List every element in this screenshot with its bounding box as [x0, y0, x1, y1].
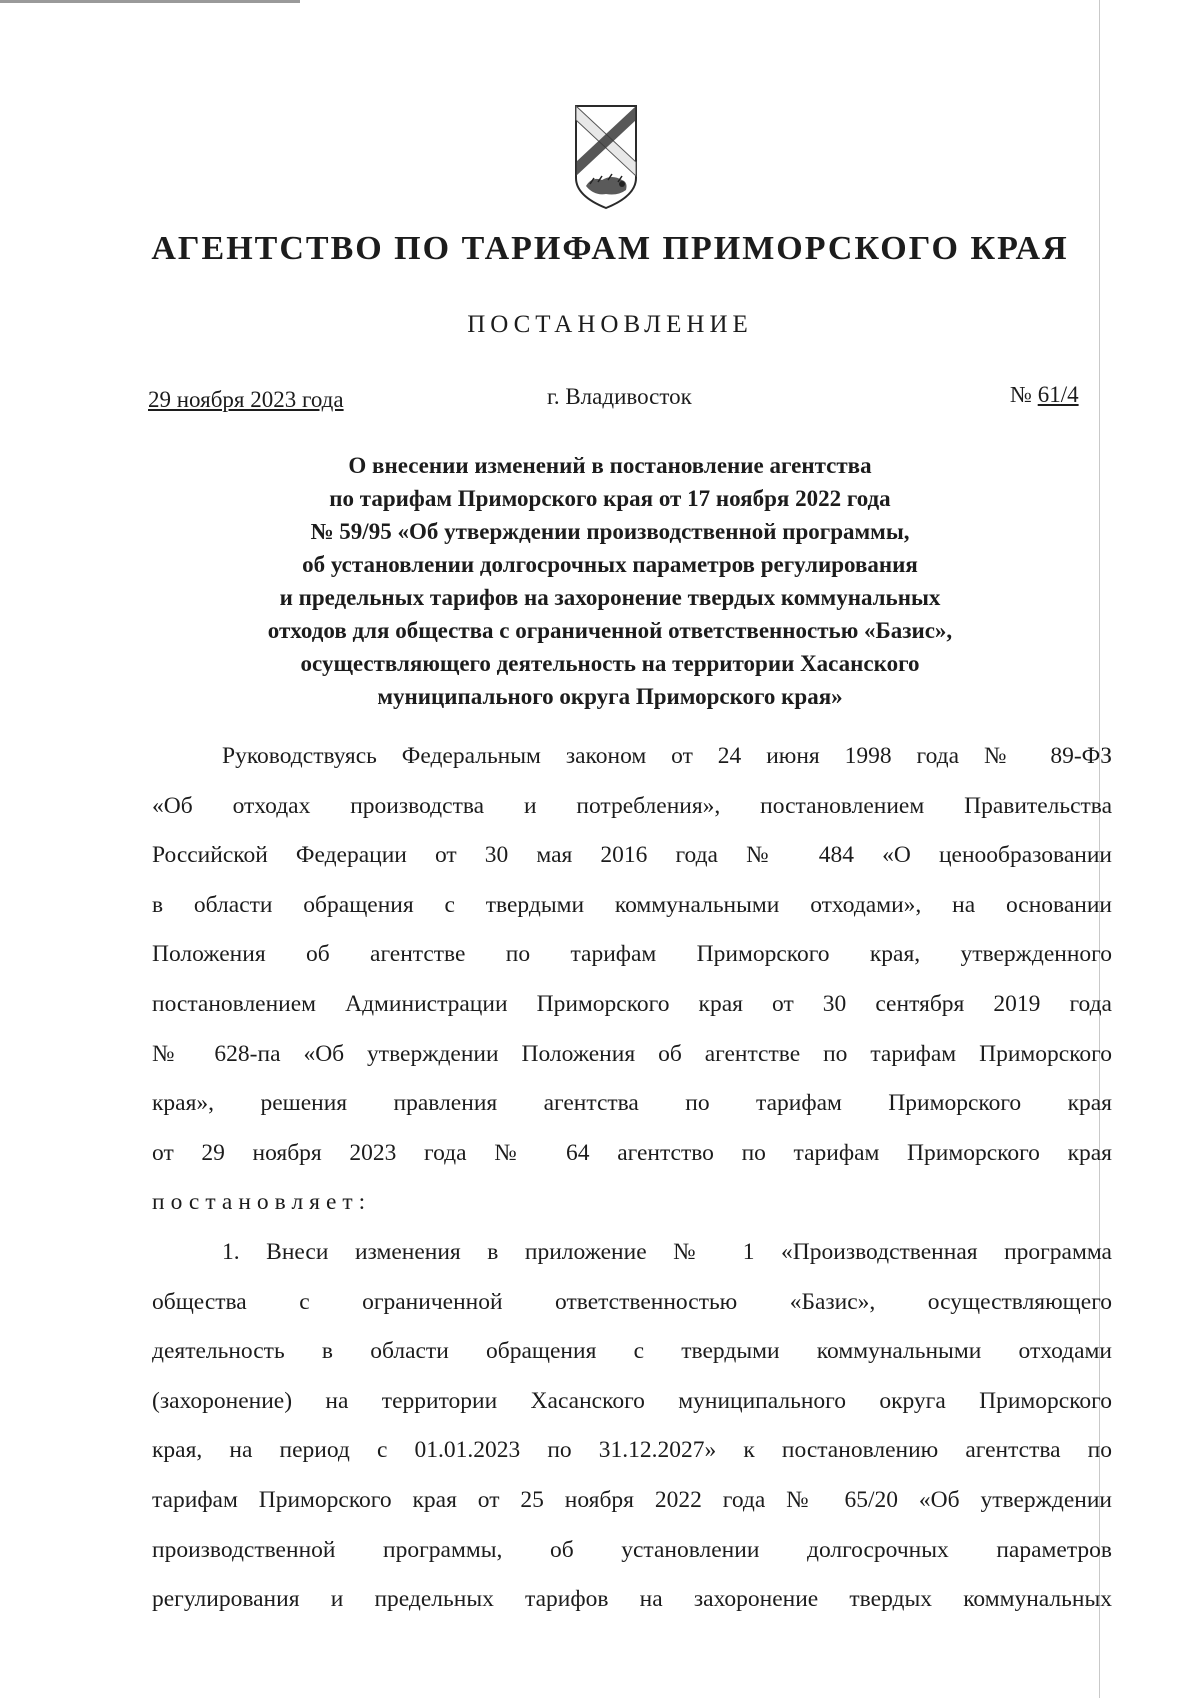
body-line: (захоронение) на территории Хасанского муниципального округа Приморского [152, 1387, 1112, 1414]
subject-line: по тарифам Приморского края от 17 ноября 2022 года [329, 486, 891, 511]
document-city: г. Владивосток [547, 384, 692, 409]
body-line: Руководствуясь Федеральным законом от 24 июня 1998 года № 89-ФЗ [222, 743, 1112, 769]
body-line: от 29 ноября 2023 года № 64 агентство по тарифам Приморского края [152, 1139, 1112, 1166]
body-line: № 628-па «Об утверждении Положения об агентстве по тарифам Приморского [152, 1040, 1112, 1067]
body-line: края», решения правления агентства по тарифам Приморского края [152, 1090, 1112, 1117]
document-type: ПОСТАНОВЛЕНИЕ [467, 311, 753, 338]
subject-line: муниципального округа Приморского края» [377, 684, 843, 709]
resolves-line: постановляет: [152, 1189, 372, 1216]
subject-line: осуществляющего деятельность на территории Хасанского [300, 651, 920, 676]
scan-edge-mark [0, 0, 300, 3]
document-subject [170, 449, 1050, 713]
subject-line: и предельных тарифов на захоронение твердых коммунальных [279, 585, 941, 610]
body-line: Российской Федерации от 30 мая 2016 года № 484 «О ценообразовании [152, 842, 1112, 869]
agency-name: АГЕНТСТВО ПО ТАРИФАМ ПРИМОРСКОГО КРАЯ [151, 230, 1069, 267]
body-line: 1. Внеси изменения в приложение № 1 «Производственная программа [222, 1238, 1112, 1265]
document-date: 29 ноября 2023 года [148, 387, 344, 412]
body-line: в области обращения с твердыми коммунальными отходами», на основании [152, 891, 1112, 918]
body-line: производственной программы, об установлении долгосрочных параметров [152, 1536, 1112, 1563]
number-prefix: № [1010, 382, 1032, 407]
document-number [1010, 382, 1079, 408]
subject-line: отходов для общества с ограниченной ответственностью «Базис», [267, 618, 953, 643]
subject-line: № 59/95 «Об утверждении производственной программы, [310, 519, 910, 544]
body-line: общества с ограниченной ответственностью «Базис», осуществляющего [152, 1288, 1112, 1315]
body-line: «Об отходах производства и потребления», постановлением Правительства [152, 792, 1112, 819]
number-value: 61/4 [1037, 382, 1079, 407]
body-line: тарифам Приморского края от 25 ноября 2022 года № 65/20 «Об утверждении [152, 1486, 1112, 1513]
subject-line: об установлении долгосрочных параметров регулирования [302, 552, 918, 577]
body-line: деятельность в области обращения с твердыми коммунальными отходами [152, 1338, 1112, 1365]
body-line: регулирования и предельных тарифов на захоронение твердых коммунальных [152, 1586, 1112, 1613]
body-line: постановлением Администрации Приморского края от 30 сентября 2019 года [152, 990, 1112, 1017]
document-body [152, 732, 1112, 1625]
coat-of-arms-icon [572, 100, 640, 212]
body-line: Положения об агентстве по тарифам Приморского края, утвержденного [152, 941, 1112, 968]
body-line: края, на период с 01.01.2023 по 31.12.2027» к постановлению агентства по [152, 1437, 1112, 1464]
subject-line: О внесении изменений в постановление агентства [348, 453, 872, 478]
